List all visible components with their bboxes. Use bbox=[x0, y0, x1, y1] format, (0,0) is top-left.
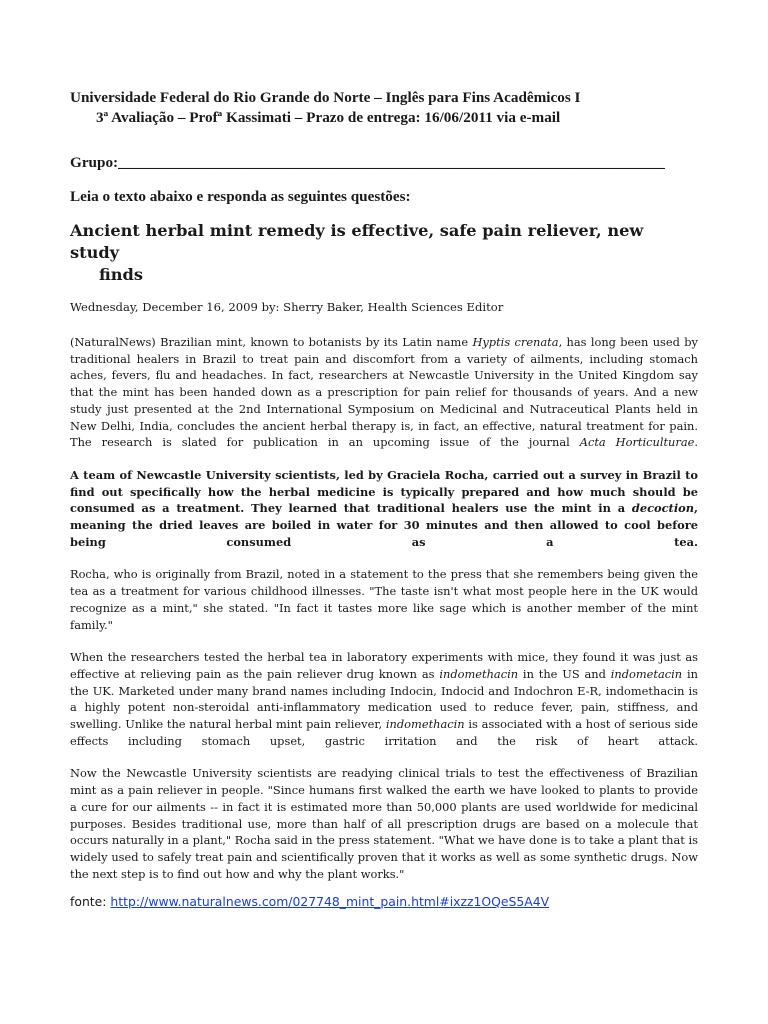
article-title-line2: finds bbox=[99, 265, 143, 284]
drug-name-uk: indometacin bbox=[610, 666, 683, 681]
drug-name: indomethacin bbox=[385, 717, 465, 732]
paragraph-5: Now the Newcastle University scientists are readying clinical trials to test the effectiveness of Brazilian mint as a pain reliever in people. "Since humans first walked the earth we have looked to plants to provide a cure for our ailments -- in fact it is estimated more than 50,000 plants are used worldwide for medicinal purposes. Besides traditional use, more than half of all prescription drugs are based on a molecule that occurs naturally in a plant," Rocha said in the press statement. "What we have done is to take a plant that is widely used to safely treat pain and scientifically proven that it works as well as some synthetic drugs. Now the next step is to find out how and why the plant works." bbox=[70, 766, 698, 881]
article-title bbox=[70, 220, 698, 286]
header-university-line: Universidade Federal do Rio Grande do Norte – Inglês para Fins Acadêmicos I bbox=[70, 89, 581, 106]
source-link[interactable]: http://www.naturalnews.com/027748_mint_pain.html#ixzz1OQeS5A4V bbox=[110, 893, 550, 909]
source-label: fonte: bbox=[70, 893, 111, 909]
paragraph-1: (NaturalNews) Brazilian mint, known to botanists by its Latin name Hyptis crenata, has long been used by traditional healers in Brazil to treat pain and discomfort from a variety of ailments, including stomach aches, fevers, flu and headaches. In fact, researchers at Newcastle University in the United Kingdom say that the mint has been handed down as a prescription for pain relief for thousands of years. And a new study just presented at the 2nd International Symposium on Medicinal and Nutraceutical Plants held in New Delhi, India, concludes the ancient herbal therapy is, in fact, an effective, natural treatment for pain. The research is slated for publication in an upcoming issue of the journal Acta Horticulturae. bbox=[70, 335, 698, 450]
paragraph-3: Rocha, who is originally from Brazil, noted in a statement to the press that she remembers being given the tea as a treatment for various childhood illnesses. "The taste isn't what most people here in the UK would recognize as a mint," she stated. "In fact it tastes more like sage which is another member of the mint family." bbox=[70, 567, 698, 632]
paragraph-2: A team of Newcastle University scientists, led by Graciela Rocha, carried out a survey in Brazil to find out specifically how the herbal medicine is typically prepared and how much should be consumed as a treatment. They learned that traditional healers use the mint in a decoction, meaning the dried leaves are boiled in water for 30 minutes and then allowed to cool before being consumed as a tea. bbox=[70, 467, 698, 549]
journal-name: Acta Horticulturae bbox=[579, 435, 695, 450]
group-field-line: Grupo:________________________________________________________________________ bbox=[70, 154, 665, 171]
latin-name: Hyptis crenata bbox=[472, 335, 559, 349]
source-line bbox=[70, 894, 698, 909]
article-byline: Wednesday, December 16, 2009 by: Sherry Baker, Health Sciences Editor bbox=[70, 300, 504, 314]
header-assessment-line: 3ª Avaliação – Profª Kassimati – Prazo de entrega: 16/06/2011 via e-mail bbox=[96, 109, 561, 126]
paragraph-4: When the researchers tested the herbal tea in laboratory experiments with mice, they found it was just as effective at relieving pain as the pain reliever drug known as indomethacin in the US and indometacin in the UK. Marketed under many brand names including Indocin, Indocid and Indochron E-R, indomethacin is a highly potent non-steroidal anti-inflammatory medication used to reduce fever, pain, stiffness, and swelling. Unlike the natural herbal mint pain reliever, indomethacin is associated with a host of serious side effects including stomach upset, gastric irritation and the risk of heart attack. bbox=[70, 650, 698, 748]
article-title-line1: Ancient herbal mint remedy is effective, safe pain reliever, new study bbox=[70, 221, 644, 262]
instruction-text: Leia o texto abaixo e responda as seguintes questões: bbox=[70, 188, 411, 205]
drug-name-us: indomethacin bbox=[439, 666, 519, 681]
decoction-term: decoction bbox=[631, 501, 695, 516]
